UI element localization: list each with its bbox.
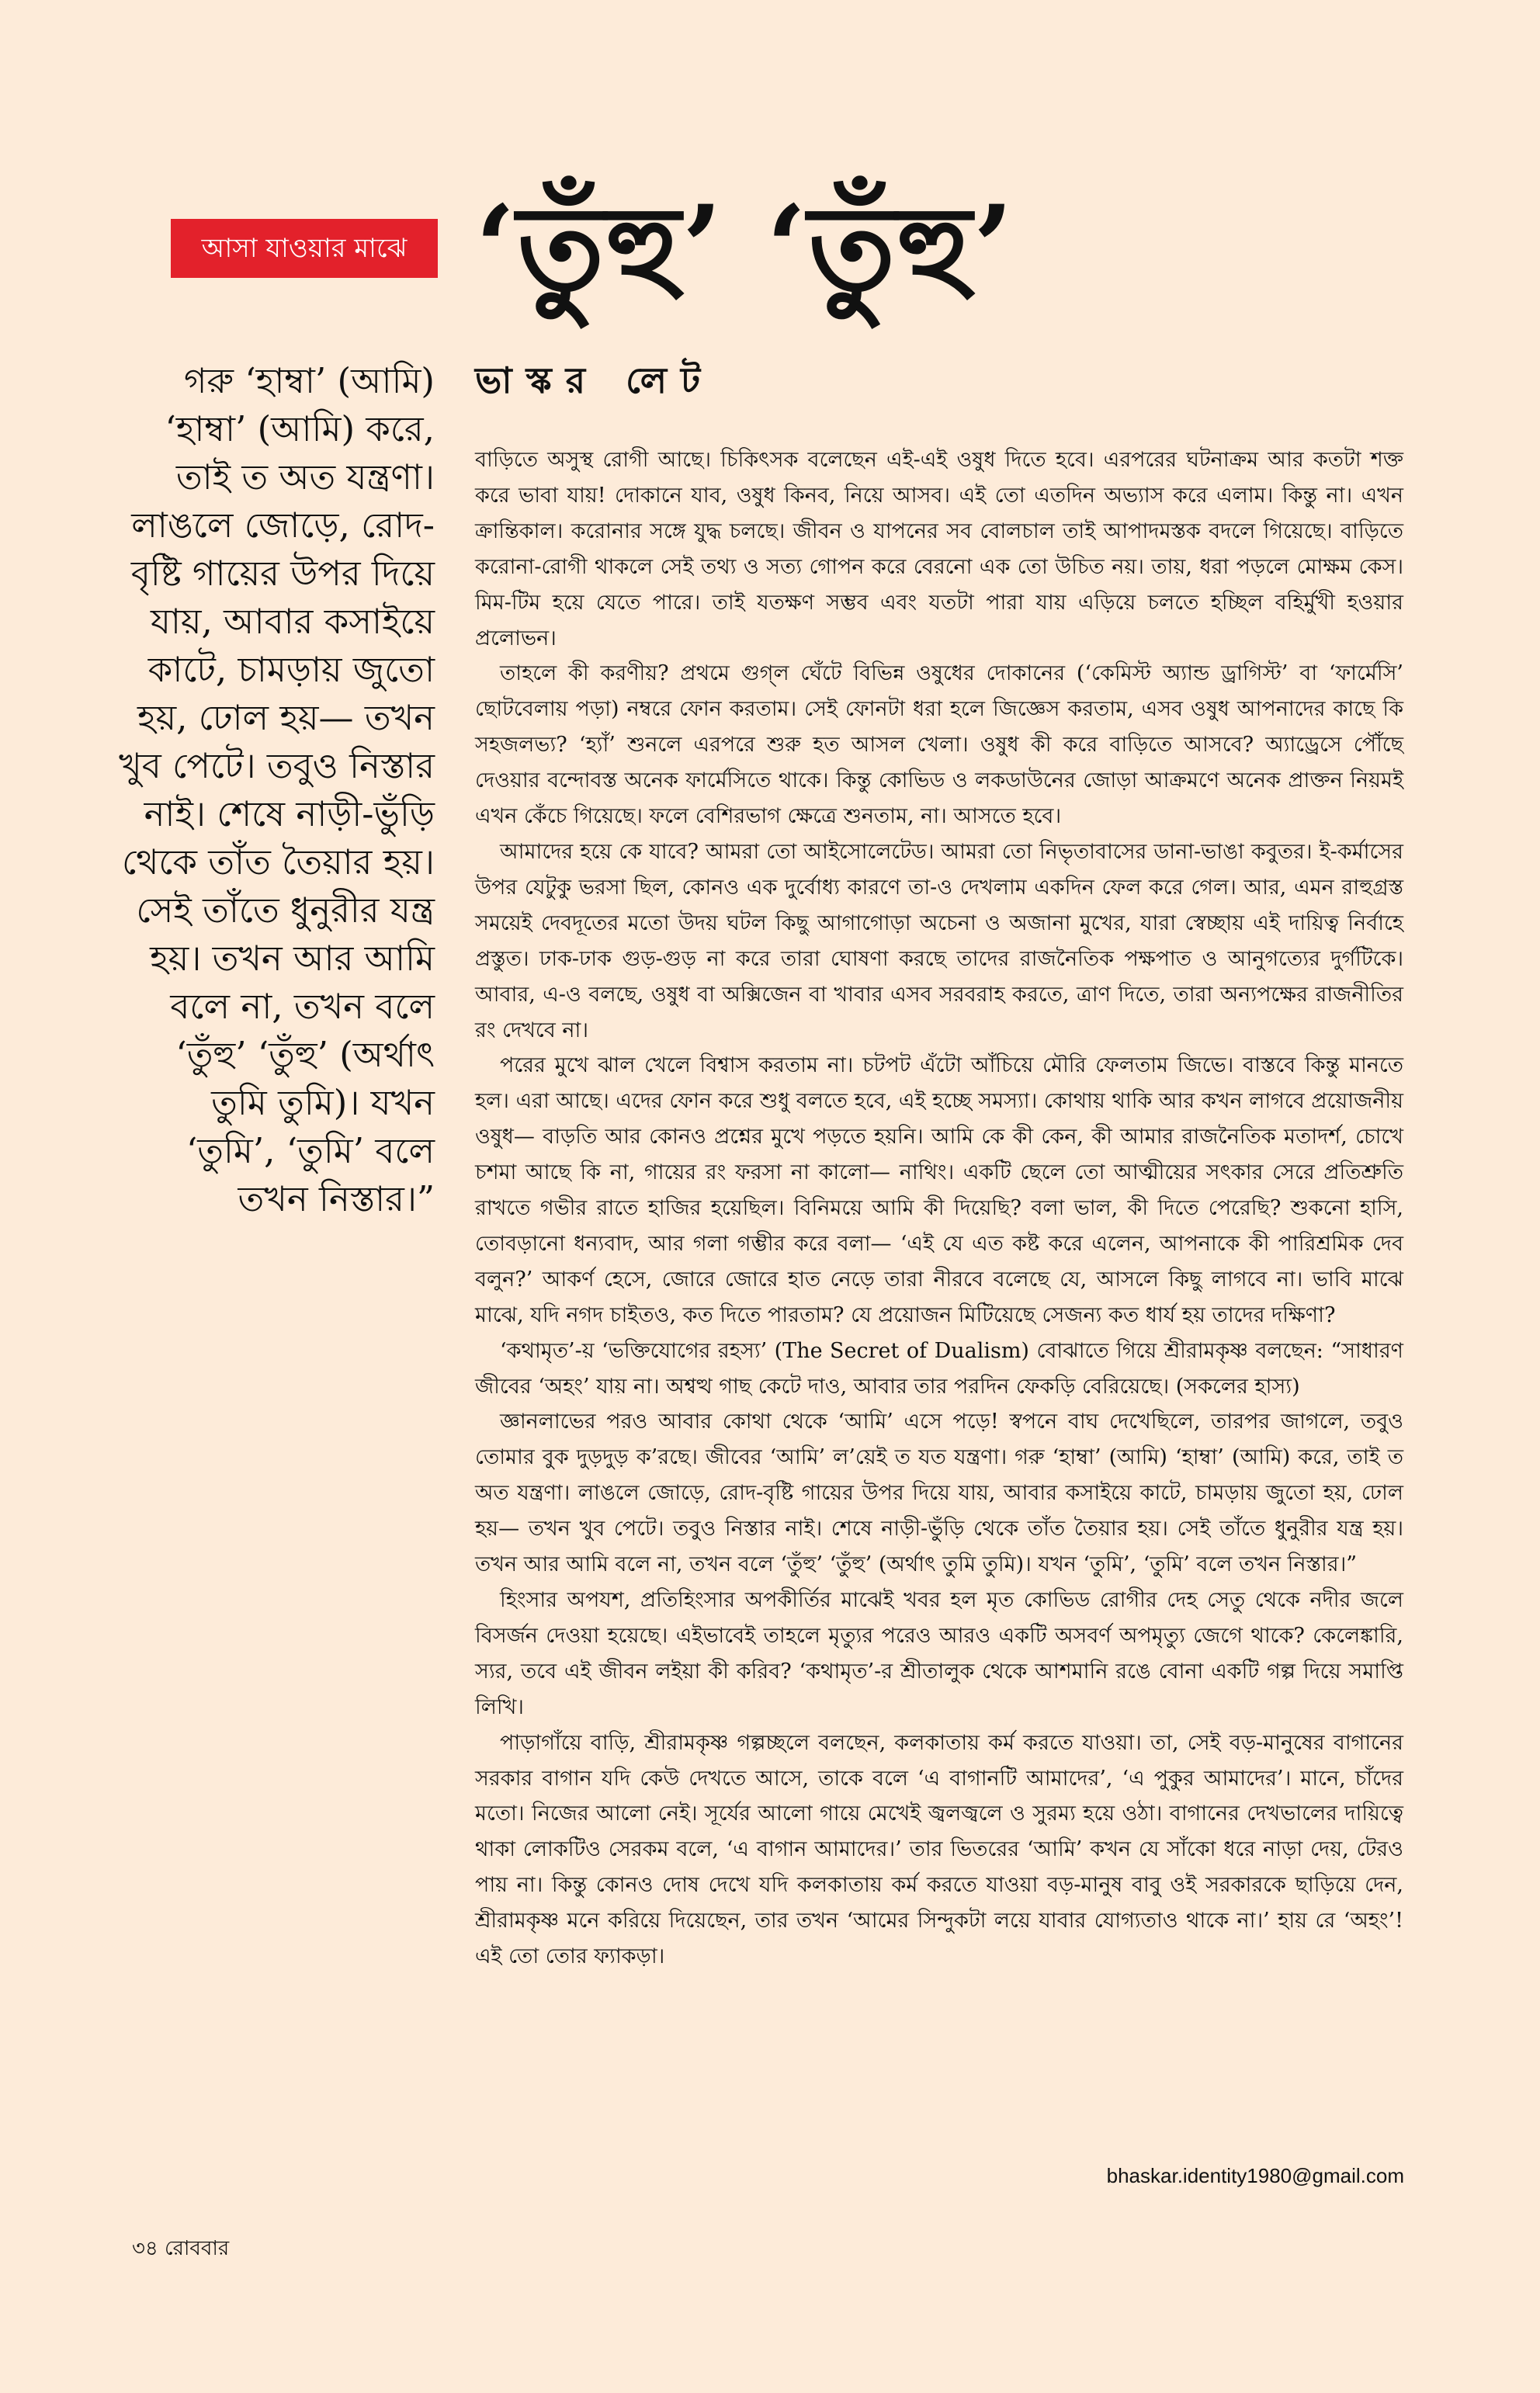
paragraph: আমাদের হয়ে কে যাবে? আমরা তো আইসোলেটেড। আমরা তো নিভৃতাবাসের ডানা-ভাঙা কবুতর। ই-কর্মাসের উপর যেটুকু ভরসা ছিল, কোনও এক দুর্বোধ্য কারণে তা-ও দেখলাম একদিন ফেল করে গেল। আর, এমন রাহুগ্রস্ত সময়েই দেবদূতের মতো উদয় ঘটল কিছু আগাগোড়া অচেনা ও অজানা মুখের, যারা স্বেচ্ছায় এই দায়িত্ব নির্বাহে প্রস্তুত। ঢাক-ঢাক গুড়-গুড় না করে তারা ঘোষণা করছে তাদের রাজনৈতিক পক্ষপাত ও আনুগত্যের দুর্গটিকে। আবার, এ-ও বলছে, ওষুধ বা অক্সিজেন বা খাবার এসব সরবরাহ করতে, ত্রাণ দিতে, তারা অন্যপক্ষের রাজনীতির রং দেখবে না। [475, 839, 1403, 1042]
article-body [475, 442, 1403, 1975]
paragraph: হিংসার অপযশ, প্রতিহিংসার অপকীর্তির মাঝেই খবর হল মৃত কোভিড রোগীর দেহ সেতু থেকে নদীর জলে বিসর্জন দেওয়া হয়েছে। এইভাবেই তাহলে মৃত্যুর পরেও আরও একটি অসবর্ণ অপমৃত্যু জেগে থাকে? কেলেঙ্কারি, স্যর, তবে এই জীবন লইয়া কী করিব? ‘কথামৃত’-র শ্রীতালুক থেকে আশমানি রঙে বোনা একটি গল্প দিয়ে সমাপ্তি লিখি। [475, 1588, 1403, 1719]
paragraph: পরের মুখে ঝাল খেলে বিশ্বাস করতাম না। চটপট এঁটো আঁচিয়ে মৌরি ফেলতাম জিভে। বাস্তবে কিন্তু মানতে হল। এরা আছে। এদের ফোন করে শুধু বলতে হবে, এই হচ্ছে সমস্যা। কোথায় থাকি আর কখন লাগবে প্রয়োজনীয় ওষুধ— বাড়তি আর কোনও প্রশ্নের মুখে পড়তে হয়নি। আমি কে কী কেন, কী আমার রাজনৈতিক মতাদর্শ, চোখে চশমা আছে কি না, গায়ের রং ফরসা না কালো— নাথিং। একটি ছেলে তো আত্মীয়ের সৎকার সেরে প্রতিশ্রুতি রাখতে গভীর রাতে হাজির হয়েছিল। বিনিময়ে আমি কী দিয়েছি? বলা ভাল, কী দিতে পেরেছি? শুকনো হাসি, তোবড়ানো ধন্যবাদ, আর গলা গম্ভীর করে বলা— ‘এই যে এত কষ্ট করে এলেন, আপনাকে কী পারিশ্রমিক দেব বলুন?’ আকর্ণ হেসে, জোরে জোরে হাত নেড়ে তারা নীরবে বলেছে যে, আসলে কিছু লাগবে না। ভাবি মাঝে মাঝে, যদি নগদ চাইতও, কত দিতে পারতাম? যে প্রয়োজন মিটিয়েছে সেজন্য কত ধার্য হয় তাদের দক্ষিণা? [475, 1053, 1403, 1327]
section-tag: আসা যাওয়ার মাঝে [171, 219, 438, 278]
paragraph: তাহলে কী করণীয়? প্রথমে গুগ্‌ল ঘেঁটে বিভিন্ন ওষুধের দোকানের (‘কেমিস্ট অ্যান্ড ড্রাগিস্ট’ বা ‘ফার্মেসি’ ছোটবেলায় পড়া) নম্বরে ফোন করতাম। সেই ফোনটা ধরা হলে জিজ্ঞেস করতাম, এসব ওষুধ আপনাদের কাছে কি সহজলভ্য? ‘হ্যাঁ’ শুনলে এরপরে শুরু হত আসল খেলা। ওষুধ কী করে বাড়িতে আসবে? অ্যাড্রেসে পৌঁছে দেওয়ার বন্দোবস্ত অনেক ফার্মেসিতে থাকে। কিন্তু কোভিড ও লকডাউনের জোড়া আক্রমণে অনেক প্রাক্তন নিয়মই এখন কেঁচে গিয়েছে। ফলে বেশিরভাগ ক্ষেত্রে শুনতাম, না। আসতে হবে। [475, 661, 1403, 829]
page-folio: ৩৪ রোববার [132, 2237, 230, 2260]
headline: ‘তুঁহু’ ‘তুঁহু’ [475, 180, 1015, 317]
author-email: bhaskar.identity1980@gmail.com [1106, 2164, 1404, 2187]
pull-quote: গরু ‘হাম্বা’ (আমি) ‘হাম্বা’ (আমি) করে, তাই ত অত যন্ত্রণা। লাঙলে জোড়ে, রোদ-বৃষ্টি গায়ের উপর দিয়ে যায়, আবার কসাইয়ে কাটে, চামড়ায় জুতো হয়, ঢোল হয়— তখন খুব পেটে। তবুও নিস্তার নাই। শেষে নাড়ী-ভুঁড়ি থেকে তাঁত তৈয়ার হয়। সেই তাঁতে ধুনুরীর যন্ত্র হয়। তখন আর আমি বলে না, তখন বলে ‘তুঁহু’ ‘তুঁহু’ (অর্থাৎ তুমি তুমি)। যখন ‘তুমি’, ‘তুমি’ বলে তখন নিস্তার।” [119, 360, 435, 1219]
paragraph: জ্ঞানলাভের পরও আবার কোথা থেকে ‘আমি’ এসে পড়ে! স্বপনে বাঘ দেখেছিলে, তারপর জাগলে, তবুও তোমার বুক দুড়দুড় ক’রছে। জীবের ‘আমি’ ল’য়েই ত যত যন্ত্রণা। গরু ‘হাম্বা’ (আমি) ‘হাম্বা’ (আমি) করে, তাই ত অত যন্ত্রণা। লাঙলে জোড়ে, রোদ-বৃষ্টি গায়ের উপর দিয়ে যায়, আবার কসাইয়ে কাটে, চামড়ায় জুতো হয়, ঢোল হয়— তখন খুব পেটে। তবুও নিস্তার নাই। শেষে নাড়ী-ভুঁড়ি থেকে তাঁত তৈয়ার হয়। সেই তাঁতে ধুনুরীর যন্ত্র হয়। তখন আর আমি বলে না, তখন বলে ‘তুঁহু’ ‘তুঁহু’ (অর্থাৎ তুমি তুমি)। যখন ‘তুমি’, ‘তুমি’ বলে তখন নিস্তার।” [475, 1410, 1403, 1577]
paragraph: বাড়িতে অসুস্থ রোগী আছে। চিকিৎসক বলেছেন এই-এই ওষুধ দিতে হবে। এরপরের ঘটনাক্রম আর কতটা শক্ত করে ভাবা যায়! দোকানে যাব, ওষুধ কিনব, নিয়ে আসব। এই তো এতদিন অভ্যাস করে এলাম। কিন্তু না। এখন ক্রান্তিকাল। করোনার সঙ্গে যুদ্ধ চলছে। জীবন ও যাপনের সব বোলচাল তাই আপাদমস্তক বদলে গিয়েছে। বাড়িতে করোনা-রোগী থাকলে সেই তথ্য ও সত্য গোপন করে বেরনো এক তো উচিত নয়। তায়, ধরা পড়লে মোক্ষম কেস। মিম-টিম হয়ে যেতে পারে। তাই যতক্ষণ সম্ভব এবং যতটা পারা যায় এড়িয়ে চলতে হচ্ছিল বহির্মুখী হওয়ার প্রলোভন। [475, 448, 1404, 650]
paragraph: ‘কথামৃত’-য় ‘ভক্তিযোগের রহস্য’ (The Secret of Dualism) বোঝাতে গিয়ে শ্রীরামকৃষ্ণ বলছেন: “সাধারণ জীবের ‘অহং’ যায় না। অশ্বত্থ গাছ কেটে দাও, আবার তার পরদিন ফেকড়ি বেরিয়েছে। (সকলের হাস্য) [475, 1338, 1403, 1399]
paragraph: পাড়াগাঁয়ে বাড়ি, শ্রীরামকৃষ্ণ গল্পচ্ছলে বলছেন, কলকাতায় কর্ম করতে যাওয়া। তা, সেই বড়-মানুষের বাগানের সরকার বাগান যদি কেউ দেখতে আসে, তাকে বলে ‘এ বাগানটি আমাদের’, ‘এ পুকুর আমাদের’। মানে, চাঁদের মতো। নিজের আলো নেই। সূর্যের আলো গায়ে মেখেই জ্বলজ্বলে ও সুরম্য হয়ে ওঠা। বাগানের দেখভালের দায়িত্বে থাকা লোকটিও সেরকম বলে, ‘এ বাগান আমাদের।’ তার ভিতরের ‘আমি’ কখন যে সাঁকো ধরে নাড়া দেয়, টেরও পায় না। কিন্তু কোনও দোষ দেখে যদি কলকাতায় কর্ম করতে যাওয়া বড়-মানুষ বাবু ওই সরকারকে ছাড়িয়ে দেন, শ্রীরামকৃষ্ণ মনে করিয়ে দিয়েছেন, তার তখন ‘আমের সিন্দুকটা লয়ে যাবার যোগ্যতাও থাকে না।’ হায় রে ‘অহং’! এই তো তোর ফ্যাকড়া। [475, 1730, 1403, 1969]
byline: ভাস্কর লেট [475, 359, 715, 401]
